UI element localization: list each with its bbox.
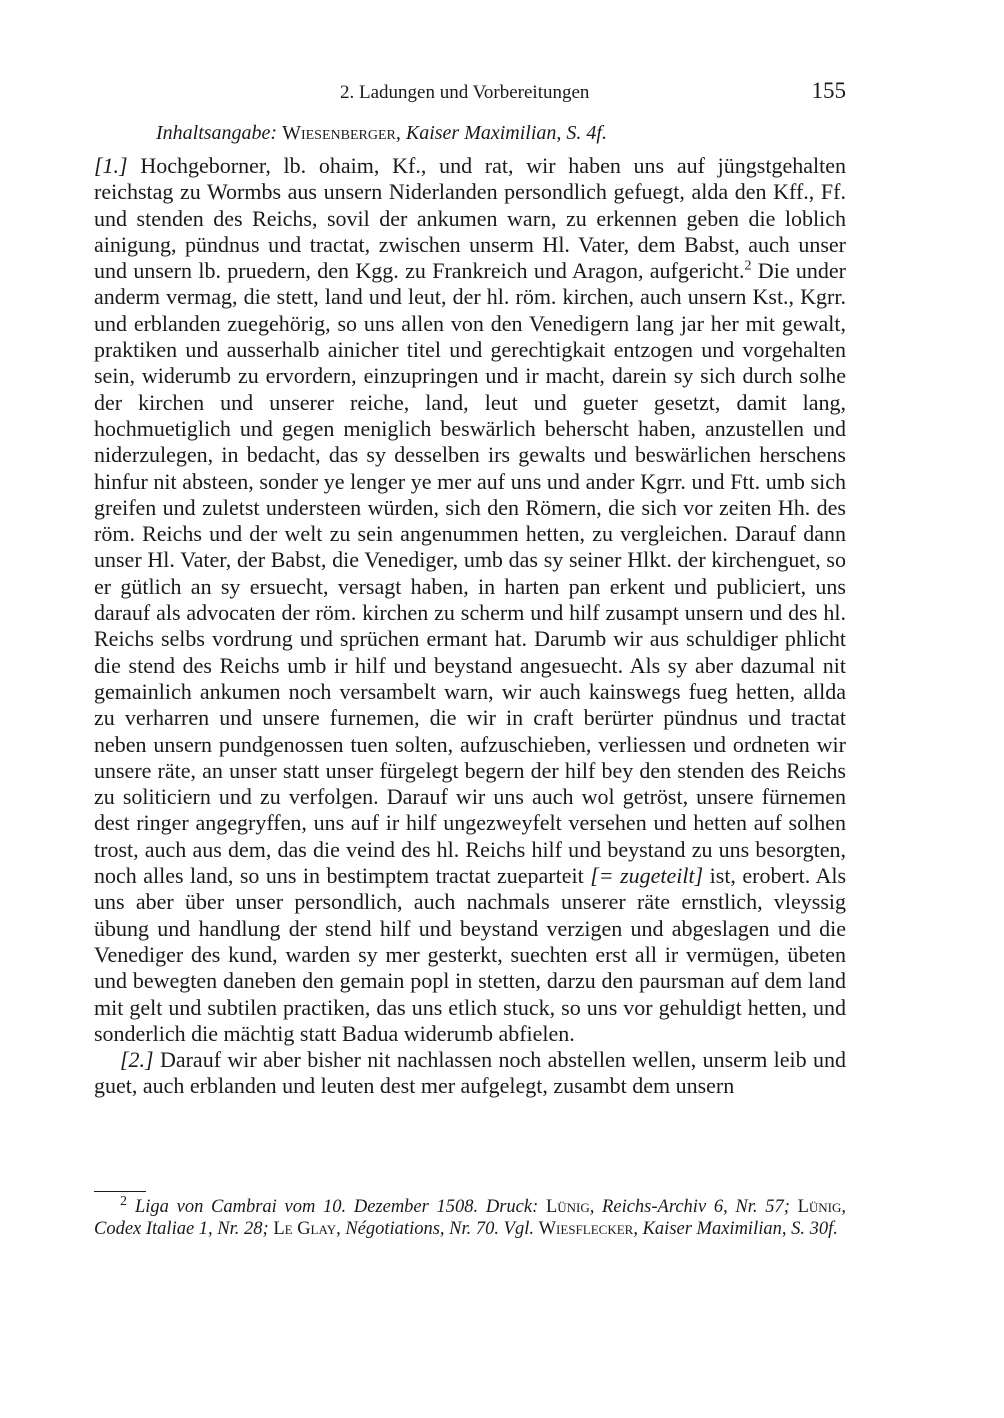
main-text <box>94 153 846 1100</box>
paragraph-2 <box>94 1047 846 1100</box>
footnote-author-2: Lünig <box>797 1197 842 1217</box>
chapter-title: 2. Ladungen und Vorbereitungen <box>340 82 590 103</box>
footnote-text-4: , Négotiations, Nr. 70. Vgl. <box>336 1219 539 1239</box>
summary-line <box>156 122 607 145</box>
paragraph-1-text-c: ist, erobert. Als uns aber über unser persondlich, auch nachmals unserer räte ernstlich, vleyssig übung und handlung der stend hilf und beystand verzigen und abgeslagen und die Venediger des kund, warden sy mer gesterkt, suechten erst all ir vermügen, übeten und bewegten daneben den gemain popl in stetten, darzu den paursman auf dem land mit gelt und subtilen practiken, das uns etlich stuck, so uns vor gehuldigt hetten, und sonderlich die mächtig statt Badua widerumb abfielen. <box>94 863 847 1046</box>
footnote-author-1: Lünig <box>545 1197 590 1217</box>
paragraph-1-text-b: Die under anderm vermag, die stett, land und leut, der hl. röm. kirchen, auch unsern Kst., Kgrr. und erblanden zuegehörig, so uns allen von den Venedigern lang jar her mit gewalt, praktiken und ausserhalb ainicher titel und gerechtigkait entzogen und vorgehalten sein, widerumb zu ervordern, einzupringen und ir macht, darein sy sich durch solhe der kirchen und unserer reiche, land, leut und gueter gesetzt, damit lang, hochmuetiglich und gegen meniglich beswärlich beherscht haben, anzustellen und niderzulegen, in bedacht, das sy desselben irs gewalts und beswärlichen herschens hinfur nit absteen, sonder ye lenger ye mer auf uns und ander Kgrr. und Ftt. umb sich greifen und zuletst understeen würden, sich den Römern, die sich vor zeiten Hh. des röm. Reichs und der welt zu sein angenummen hetten, zu vergleichen. Darauf dann unser Hl. Vater, der Babst, die Venediger, umb das sy seiner Hlkt. der kirchenguet, so er gütlich an sy ersuecht, versagt haben, in harten pan erkent und publiciert, uns darauf als advocaten der röm. kirchen zu scherm und hilf zusampt unsern und des hl. Reichs selbs vordrung und sprüchen ermant hat. Darumb wir aus schuldiger phlicht die stend des Reichs umb ir hilf und beystand angesuecht. Als sy aber dazumal nit gemainlich ankumen noch versambelt warn, wir auch kainswegs fueg hetten, allda zu verharren und unsere furnemen, die wir in craft berürter pündnus und tractat neben unsern pundgenossen tuen solten, aufzuschieben, verliessen und ordneten wir unsere räte, an unser statt unser fürgelegt begern der hilf bey den stenden des Reichs zu soliticiern und zu verfolgen. Darauf wir uns auch wol getröst, unsere fürnemen dest ringer angegryffen, uns auf ir hilf ungezweyfelt versehen und hetten auf solhen trost, auch aus dem, das die veind des hl. Reichs hilf und beystand zu uns besorgten, noch alles land, so uns in bestimptem tractat zueparteit <box>94 258 846 889</box>
footnote <box>94 1193 846 1240</box>
footnote-text-5: , Kaiser Maximilian, S. 30f. <box>633 1219 838 1239</box>
page-number: 155 <box>811 78 846 103</box>
running-head <box>94 80 846 110</box>
paragraph-1 <box>94 153 846 1047</box>
footnote-rule <box>94 1191 146 1192</box>
summary-reference: , Kaiser Maximilian, S. 4f. <box>395 122 607 144</box>
footnote-reference: 2 <box>744 258 752 274</box>
footnote-marker: 2 <box>120 1193 127 1209</box>
footnote-author-4: Wiesflecker <box>538 1219 634 1239</box>
summary-author: Wiesenberger <box>282 122 396 144</box>
paragraph-number-2: [2.] <box>120 1047 154 1073</box>
editorial-note: [= zugeteilt] <box>590 863 704 889</box>
paragraph-number-1: [1.] <box>94 153 128 178</box>
footnote-author-3: Le Glay <box>273 1219 337 1239</box>
footnote-text-2: , Reichs-Archiv 6, Nr. 57; <box>589 1197 798 1217</box>
paragraph-2-text: Darauf wir aber bisher nit nachlassen noch abstellen wellen, unserm leib und guet, auch erblanden und leuten dest mer aufgelegt, zusambt dem unsern <box>94 1047 846 1099</box>
summary-label: Inhaltsangabe: <box>156 122 283 144</box>
footnote-text-1: Liga von Cambrai vom 10. Dezember 1508. Druck: <box>135 1197 546 1217</box>
paragraph-1-text-a: Hochgeborner, lb. ohaim, Kf., und rat, wir haben uns auf jüngstgehalten reichstag zu Wormbs aus unsern Niderlanden persondlich gefuegt, alda den Kff., Ff. und stenden des Reichs, sovil der ankumen warn, zu erkennen geben die loblich ainigung, pündnus und tractat, zwischen unserm Hl. Vater, dem Babst, auch unser und unsern lb. pruedern, den Kgg. zu Frankreich und Aragon, aufgericht. <box>94 153 846 284</box>
footnote-text-3: , Codex Italiae 1, Nr. 28; <box>94 1197 846 1239</box>
